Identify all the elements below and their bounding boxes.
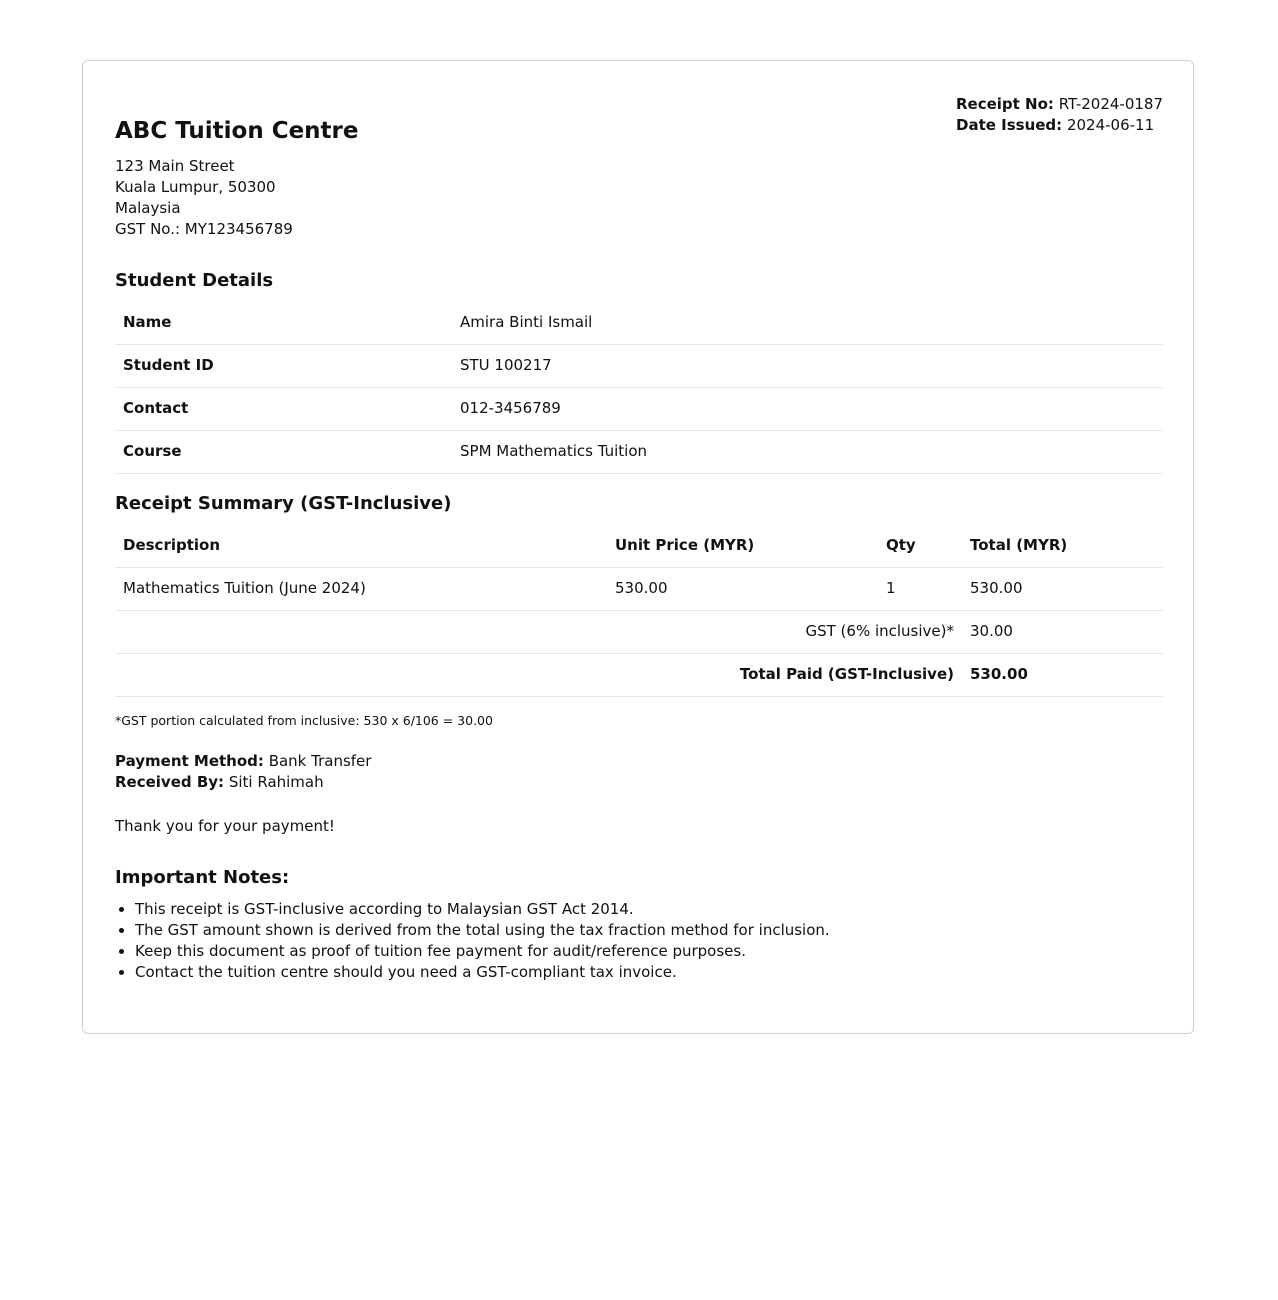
detail-label: Student ID [123,356,214,374]
address-line: Malaysia [115,199,181,217]
list-item: • This receipt is GST-inclusive according to Malaysian GST Act 2014. [135,899,830,920]
detail-value: SPM Mathematics Tuition [460,442,648,460]
item-unit-price: 530.00 [615,579,668,597]
thank-you-message: Thank you for your payment! [115,817,335,835]
date-issued [956,115,1163,136]
detail-value: 012-3456789 [460,399,561,417]
gst-row [115,611,1163,654]
gst-value: 30.00 [970,622,1013,640]
company-name: ABC Tuition Centre [115,118,359,144]
student-details-heading: Student Details [115,270,274,291]
column-header-total: Total (MYR) [970,536,1068,554]
detail-row [115,302,1163,345]
student-details-table [115,302,1163,474]
received-by [115,772,371,793]
date-issued-label: Date Issued: [956,116,1063,134]
total-paid-value: 530.00 [970,665,1028,683]
address-line: 123 Main Street [115,157,235,175]
detail-value: Amira Binti Ismail [460,313,593,331]
gst-label: GST (6% inclusive)* [805,622,954,640]
detail-label: Name [123,313,172,331]
detail-label: Course [123,442,182,460]
detail-label: Contact [123,399,189,417]
list-item: • Contact the tuition centre should you need a GST-compliant tax invoice. [135,962,830,983]
receipt-card [82,60,1194,1034]
detail-row [115,388,1163,431]
list-item: • The GST amount shown is derived from the total using the tax fraction method for inclusion. [135,920,830,941]
column-header-qty: Qty [886,536,916,554]
received-by-label: Received By: [115,773,225,791]
receipt-meta [956,94,1163,136]
payment-method-label: Payment Method: [115,752,264,770]
column-header-description: Description [123,536,221,554]
detail-row [115,431,1163,474]
payment-method [115,751,371,772]
item-total: 530.00 [970,579,1023,597]
address-line: Kuala Lumpur, 50300 [115,178,276,196]
detail-value: STU 100217 [460,356,552,374]
table-row [115,568,1163,611]
important-notes-heading: Important Notes: [115,867,290,888]
table-header-row [115,525,1163,568]
payment-method-value: Bank Transfer [268,752,372,770]
date-issued-value: 2024-06-11 [1066,116,1155,134]
received-by-value: Siti Rahimah [228,773,324,791]
important-notes-list [115,899,830,983]
total-paid-row [115,654,1163,697]
company-address [115,156,293,240]
column-header-unit-price: Unit Price (MYR) [615,536,755,554]
list-item: • Keep this document as proof of tuition fee payment for audit/reference purposes. [135,941,830,962]
receipt-number-label: Receipt No: [956,95,1054,113]
receipt-number [956,94,1163,115]
gst-number: GST No.: MY123456789 [115,220,293,238]
item-description: Mathematics Tuition (June 2024) [123,579,366,597]
detail-row [115,345,1163,388]
receipt-summary-table [115,525,1163,697]
payment-info [115,751,371,793]
item-qty: 1 [886,579,896,597]
receipt-summary-heading: Receipt Summary (GST-Inclusive) [115,493,452,514]
total-paid-label: Total Paid (GST-Inclusive) [739,665,954,683]
gst-footnote: *GST portion calculated from inclusive: 530 x 6/106 = 30.00 [115,713,493,728]
receipt-number-value: RT-2024-0187 [1058,95,1163,113]
